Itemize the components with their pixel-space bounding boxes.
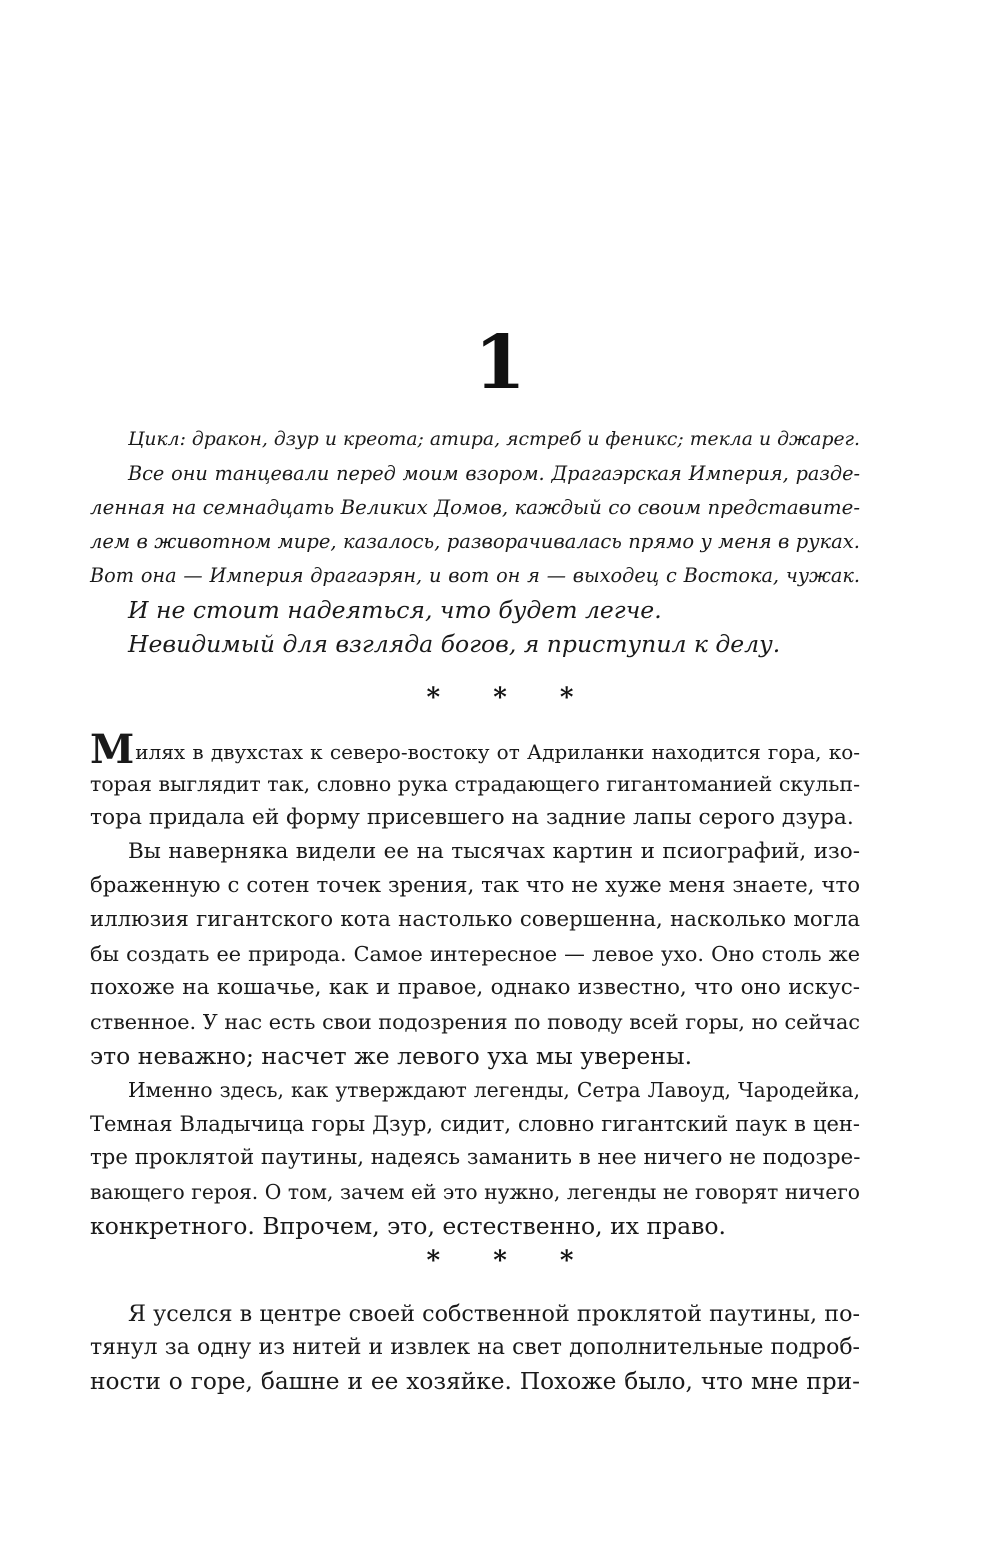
text-line: Вы наверняка видели ее на тысячах картин и псиографий, изо-: [128, 839, 860, 864]
text-line: ственное. У нас есть свои подозрения по поводу всей горы, но сейчас: [90, 1010, 860, 1034]
epigraph-line: Цикл: дракон, дзур и креота; атира, ястреб и феникс; текла и джарег.: [128, 429, 860, 450]
epigraph-line: И не стоит надеяться, что будет легче.: [128, 596, 662, 624]
chapter-number: 1: [474, 320, 526, 406]
text-line: тянул за одну из нитей и извлек на свет дополнительные подроб-: [90, 1335, 860, 1360]
text-line: похоже на кошачье, как и правое, однако известно, что оно искус-: [90, 975, 860, 1000]
text-line: бы создать ее природа. Самое интересное — левое ухо. Оно столь же: [90, 942, 860, 966]
text-line: это неважно; насчет же левого уха мы уверены.: [90, 1042, 693, 1070]
epigraph-line: Все они танцевали перед моим взором. Драгаэрская Империя, разде-: [128, 462, 860, 485]
text-line: конкретного. Впрочем, это, естественно, их право.: [90, 1212, 727, 1240]
section-1: [90, 726, 861, 1243]
section-separator: * * *: [426, 683, 596, 713]
text-line: тора придала ей форму присевшего на задние лапы серого дзура.: [90, 805, 854, 830]
text-line: ности о горе, башне и ее хозяйке. Похоже было, что мне при-: [90, 1368, 860, 1395]
section-2: [90, 1297, 860, 1399]
epigraph-line: Вот она — Империя драгаэрян, и вот он я — выходец с Востока, чужак.: [90, 564, 860, 587]
epigraph-line: ленная на семнадцать Великих Домов, каждый со своим представите-: [90, 496, 860, 519]
text-line: тре проклятой паутины, надеясь заманить в нее ничего не подозре-: [90, 1145, 861, 1170]
text-line: иллюзия гигантского кота настолько совершенна, насколько могла: [90, 907, 860, 932]
epigraph-line: лем в животном мире, казалось, разворачивалась прямо у меня в руках.: [90, 530, 860, 553]
text-line: Темная Владычица горы Дзур, сидит, словно гигантский паук в цен-: [90, 1112, 860, 1136]
text-line: вающего героя. О том, зачем ей это нужно, легенды не говорят ничего: [90, 1180, 860, 1204]
text-line: торая выглядит так, словно рука страдающего гигантоманией скульп-: [90, 772, 860, 796]
text-line: Я уселся в центре своей собственной проклятой паутины, по-: [128, 1301, 860, 1327]
text-line: Именно здесь, как утверждают легенды, Сетра Лавоуд, Чародейка,: [128, 1078, 860, 1102]
section-separator: * * *: [426, 1246, 596, 1276]
first-line-text: илях в двухстах к северо-востоку от Адриланки находится гора, ко-: [135, 740, 860, 764]
text-line: браженную с сотен точек зрения, так что не хуже меня знаете, что: [90, 873, 860, 898]
epigraph: [90, 423, 860, 661]
first-paragraph-line: [90, 726, 860, 773]
epigraph-line: Невидимый для взгляда богов, я приступил к делу.: [128, 630, 781, 658]
drop-cap: М: [90, 726, 135, 773]
